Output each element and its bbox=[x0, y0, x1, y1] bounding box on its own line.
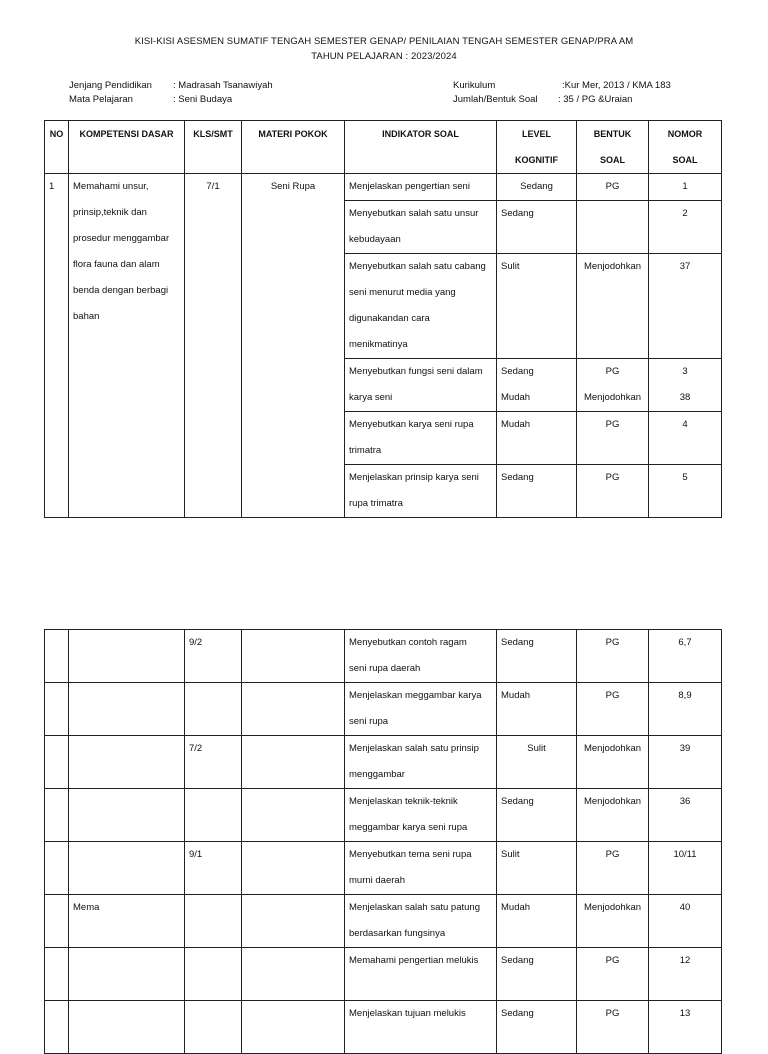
kompetensi-dasar bbox=[69, 895, 185, 948]
header-nomor bbox=[649, 121, 722, 174]
bentuk-soal-text: PG bbox=[605, 419, 620, 430]
bentuk-soal-text: PG bbox=[605, 849, 620, 860]
level-kognitif bbox=[497, 1001, 577, 1054]
indikator-soal-text: menggambar bbox=[349, 769, 405, 780]
kompetensi-dasar bbox=[69, 1001, 185, 1054]
indikator-soal bbox=[345, 174, 497, 201]
row-number bbox=[45, 630, 69, 683]
kompetensi-dasar bbox=[69, 683, 185, 736]
level-kognitif bbox=[497, 201, 577, 254]
bentuk-soal bbox=[577, 412, 649, 465]
bentuk-soal bbox=[577, 789, 649, 842]
kompetensi-dasar bbox=[69, 789, 185, 842]
bentuk-soal bbox=[577, 895, 649, 948]
nomor-soal bbox=[649, 736, 722, 789]
indikator-soal bbox=[345, 630, 497, 683]
header-level-line1: LEVEL bbox=[521, 129, 551, 139]
indikator-soal bbox=[345, 254, 497, 359]
header-bentuk-line2: SOAL bbox=[599, 155, 625, 165]
row-number-text bbox=[49, 1001, 64, 1027]
kelas-semester bbox=[185, 842, 242, 895]
materi-pokok-text bbox=[246, 948, 340, 974]
table-row bbox=[45, 736, 722, 789]
kelas-semester bbox=[185, 630, 242, 683]
level-kognitif bbox=[497, 359, 577, 412]
nomor-soal-text: 6,7 bbox=[678, 637, 692, 648]
header-indikator: INDIKATOR SOAL bbox=[345, 121, 497, 174]
materi-pokok-text bbox=[246, 789, 340, 815]
level-kognitif bbox=[497, 465, 577, 518]
row-number bbox=[45, 683, 69, 736]
table-header-row bbox=[45, 121, 722, 174]
kelas-semester-text bbox=[189, 1001, 237, 1027]
kompetensi-dasar bbox=[69, 630, 185, 683]
kompetensi-dasar-text: benda dengan berbagi bbox=[73, 285, 169, 296]
kelas-semester-text: 9/1 bbox=[189, 849, 203, 860]
mapel-label: Mata Pelajaran bbox=[69, 94, 133, 105]
nomor-soal bbox=[649, 948, 722, 1001]
level-kognitif bbox=[497, 174, 577, 201]
indikator-soal-text: Menjelaskan pengertian seni bbox=[349, 181, 470, 192]
level-kognitif-text: Sedang bbox=[501, 637, 534, 648]
indikator-soal-text: Menjelaskan meggambar karya bbox=[349, 690, 482, 701]
level-kognitif-text: Sulit bbox=[501, 849, 520, 860]
level-kognitif bbox=[497, 895, 577, 948]
nomor-soal-text: 5 bbox=[682, 472, 688, 483]
row-number-text: 1 bbox=[49, 181, 55, 192]
row-number bbox=[45, 1001, 69, 1054]
bentuk-soal bbox=[577, 630, 649, 683]
header-kls: KLS/SMT bbox=[185, 121, 242, 174]
kelas-semester-text bbox=[189, 895, 237, 921]
kompetensi-dasar-text: bahan bbox=[73, 311, 100, 322]
level-kognitif bbox=[497, 789, 577, 842]
indikator-soal-text: Menjelaskan teknik-teknik bbox=[349, 796, 458, 807]
jumlah-label: Jumlah/Bentuk Soal bbox=[453, 94, 538, 105]
header-materi: MATERI POKOK bbox=[242, 121, 345, 174]
kelas-semester-text bbox=[189, 948, 237, 974]
bentuk-soal-text: Menjodohkan bbox=[583, 392, 642, 403]
level-kognitif-text: Sedang bbox=[501, 208, 534, 219]
jumlah-value: : 35 / PG &Uraian bbox=[558, 94, 633, 105]
indikator-soal-text: Menjelaskan tujuan melukis bbox=[349, 1008, 466, 1019]
level-kognitif-text: Mudah bbox=[501, 690, 531, 701]
nomor-soal bbox=[649, 412, 722, 465]
nomor-soal bbox=[649, 1001, 722, 1054]
bentuk-soal bbox=[577, 174, 649, 201]
materi-pokok-text bbox=[246, 1001, 340, 1027]
bentuk-soal bbox=[577, 683, 649, 736]
indikator-soal-text: Menyebutkan fungsi seni dalam bbox=[349, 366, 483, 377]
indikator-soal bbox=[345, 948, 497, 1001]
indikator-soal bbox=[345, 683, 497, 736]
nomor-soal-text: 4 bbox=[682, 419, 688, 430]
materi-pokok bbox=[242, 683, 345, 736]
row-number-text bbox=[49, 895, 64, 921]
kelas-semester-text bbox=[189, 683, 237, 709]
materi-pokok-text bbox=[246, 630, 340, 656]
kelas-semester-text bbox=[189, 789, 237, 815]
bentuk-soal bbox=[577, 842, 649, 895]
kelas-semester bbox=[185, 948, 242, 1001]
level-kognitif bbox=[497, 948, 577, 1001]
mapel-value: : Seni Budaya bbox=[173, 94, 233, 105]
bentuk-soal bbox=[577, 948, 649, 1001]
level-kognitif bbox=[497, 736, 577, 789]
kelas-semester bbox=[185, 1001, 242, 1054]
header-bentuk-line1: BENTUK bbox=[593, 129, 632, 139]
table-row bbox=[45, 683, 722, 736]
level-kognitif-text: Sedang bbox=[501, 796, 534, 807]
kurikulum-label: Kurikulum bbox=[453, 80, 496, 91]
materi-pokok-text: Seni Rupa bbox=[270, 181, 316, 192]
indikator-soal bbox=[345, 842, 497, 895]
indikator-soal-text: menikmatinya bbox=[349, 339, 408, 350]
indikator-soal-text: Menjelaskan prinsip karya seni bbox=[349, 472, 479, 483]
header-no: NO bbox=[45, 121, 69, 174]
kompetensi-dasar-text bbox=[73, 789, 180, 815]
bentuk-soal-text: PG bbox=[605, 181, 620, 192]
nomor-soal-text: 1 bbox=[682, 181, 688, 192]
level-kognitif bbox=[497, 630, 577, 683]
row-number bbox=[45, 174, 69, 518]
kelas-semester-text: 7/1 bbox=[206, 181, 220, 192]
header-level bbox=[497, 121, 577, 174]
kelas-semester bbox=[185, 895, 242, 948]
kisi-table-part2 bbox=[44, 629, 722, 1054]
row-number-text bbox=[49, 630, 64, 656]
indikator-soal bbox=[345, 201, 497, 254]
nomor-soal-text: 13 bbox=[679, 1008, 691, 1019]
indikator-soal-text: trimatra bbox=[349, 445, 382, 456]
level-kognitif-text: Sulit bbox=[501, 261, 520, 272]
nomor-soal-text: 37 bbox=[679, 261, 691, 272]
kompetensi-dasar-text bbox=[73, 948, 180, 974]
level-kognitif-text: Mudah bbox=[501, 902, 531, 913]
bentuk-soal-text: PG bbox=[605, 955, 620, 966]
bentuk-soal bbox=[577, 1001, 649, 1054]
indikator-soal bbox=[345, 359, 497, 412]
table-row bbox=[45, 895, 722, 948]
table-row bbox=[45, 948, 722, 1001]
materi-pokok bbox=[242, 948, 345, 1001]
table-row bbox=[45, 1001, 722, 1054]
materi-pokok-text bbox=[246, 895, 340, 921]
materi-pokok bbox=[242, 630, 345, 683]
nomor-soal-text: 2 bbox=[682, 208, 688, 219]
indikator-soal-text bbox=[349, 974, 492, 1000]
indikator-soal-text: karya seni bbox=[349, 392, 393, 403]
nomor-soal-text: 8,9 bbox=[678, 690, 692, 701]
bentuk-soal bbox=[577, 465, 649, 518]
row-number-text bbox=[49, 948, 64, 974]
kelas-semester-text: 7/2 bbox=[189, 743, 203, 754]
header-nomor-line2: SOAL bbox=[672, 155, 698, 165]
indikator-soal-text: seni menurut media yang bbox=[349, 287, 456, 298]
indikator-soal-text: Menjelaskan salah satu prinsip bbox=[349, 743, 479, 754]
nomor-soal-text: 39 bbox=[679, 743, 691, 754]
kompetensi-dasar bbox=[69, 842, 185, 895]
bentuk-soal bbox=[577, 254, 649, 359]
nomor-soal bbox=[649, 683, 722, 736]
bentuk-soal-text: Menjodohkan bbox=[583, 743, 642, 754]
materi-pokok bbox=[242, 736, 345, 789]
kelas-semester bbox=[185, 174, 242, 518]
bentuk-soal-text: PG bbox=[605, 637, 620, 648]
nomor-soal-text: 40 bbox=[679, 902, 691, 913]
nomor-soal-text: 12 bbox=[679, 955, 691, 966]
bentuk-soal-text: PG bbox=[605, 1008, 620, 1019]
level-kognitif-text: Sedang bbox=[501, 472, 534, 483]
bentuk-soal-text: Menjodohkan bbox=[583, 902, 642, 913]
header-kompetensi: KOMPETENSI DASAR bbox=[69, 121, 185, 174]
nomor-soal bbox=[649, 789, 722, 842]
level-kognitif bbox=[497, 254, 577, 359]
bentuk-soal bbox=[577, 736, 649, 789]
indikator-soal-text: Memahami pengertian melukis bbox=[349, 955, 479, 966]
indikator-soal-text: seni rupa daerah bbox=[349, 663, 421, 674]
kompetensi-dasar-text: flora fauna dan alam bbox=[73, 259, 160, 270]
row-number-text bbox=[49, 736, 64, 762]
row-number bbox=[45, 895, 69, 948]
indikator-soal bbox=[345, 736, 497, 789]
indikator-soal-text: Menyebutkan salah satu unsur bbox=[349, 208, 479, 219]
kompetensi-dasar bbox=[69, 174, 185, 518]
indikator-soal bbox=[345, 895, 497, 948]
nomor-soal bbox=[649, 359, 722, 412]
bentuk-soal-text: PG bbox=[605, 690, 620, 701]
bentuk-soal-text: Menjodohkan bbox=[583, 796, 642, 807]
indikator-soal-text: meggambar karya seni rupa bbox=[349, 822, 468, 833]
nomor-soal bbox=[649, 895, 722, 948]
kompetensi-dasar-text: Mema bbox=[73, 902, 100, 913]
nomor-soal bbox=[649, 630, 722, 683]
indikator-soal bbox=[345, 1001, 497, 1054]
bentuk-soal-text: PG bbox=[605, 366, 620, 377]
indikator-soal-text: seni rupa bbox=[349, 716, 389, 727]
materi-pokok-text bbox=[246, 842, 340, 868]
indikator-soal bbox=[345, 412, 497, 465]
level-kognitif-text: Sedang bbox=[501, 1008, 534, 1019]
table-row bbox=[45, 630, 722, 683]
indikator-soal-text: Menyebutkan salah satu cabang bbox=[349, 261, 486, 272]
kompetensi-dasar-text bbox=[73, 736, 180, 762]
kelas-semester bbox=[185, 789, 242, 842]
indikator-soal-text: rupa trimatra bbox=[349, 498, 403, 509]
bentuk-soal-text: Menjodohkan bbox=[583, 261, 642, 272]
kisi-table-part1 bbox=[44, 120, 722, 518]
nomor-soal bbox=[649, 465, 722, 518]
kelas-semester-text: 9/2 bbox=[189, 637, 203, 648]
materi-pokok bbox=[242, 174, 345, 518]
materi-pokok bbox=[242, 789, 345, 842]
jenjang-label: Jenjang Pendidikan bbox=[69, 80, 152, 91]
level-kognitif-text: Mudah bbox=[501, 392, 531, 403]
materi-pokok bbox=[242, 842, 345, 895]
row-number-text bbox=[49, 842, 64, 868]
document-subtitle: TAHUN PELAJARAN : 2023/2024 bbox=[311, 51, 457, 62]
table-row bbox=[45, 789, 722, 842]
indikator-soal-text: Menyebutkan tema seni rupa bbox=[349, 849, 472, 860]
bentuk-soal bbox=[577, 359, 649, 412]
kompetensi-dasar-text: prinsip,teknik dan bbox=[73, 207, 147, 218]
kelas-semester bbox=[185, 736, 242, 789]
level-kognitif bbox=[497, 842, 577, 895]
nomor-soal bbox=[649, 842, 722, 895]
kompetensi-dasar-text: prosedur menggambar bbox=[73, 233, 170, 244]
nomor-soal bbox=[649, 174, 722, 201]
indikator-soal-text: kebudayaan bbox=[349, 234, 401, 245]
kelas-semester bbox=[185, 683, 242, 736]
row-number-text bbox=[49, 683, 64, 709]
kompetensi-dasar-text bbox=[73, 630, 180, 656]
kompetensi-dasar-text bbox=[73, 683, 180, 709]
nomor-soal-text: 38 bbox=[679, 392, 691, 403]
level-kognitif-text: Sedang bbox=[501, 366, 534, 377]
bentuk-soal bbox=[577, 201, 649, 254]
nomor-soal bbox=[649, 254, 722, 359]
indikator-soal bbox=[345, 465, 497, 518]
level-kognitif bbox=[497, 683, 577, 736]
level-kognitif-text: Mudah bbox=[501, 419, 531, 430]
header-nomor-line1: NOMOR bbox=[667, 129, 703, 139]
table-row bbox=[45, 174, 722, 201]
level-kognitif bbox=[497, 412, 577, 465]
materi-pokok-text bbox=[246, 683, 340, 709]
indikator-soal-text: digunakandan cara bbox=[349, 313, 430, 324]
level-kognitif-text: Sulit bbox=[527, 743, 546, 754]
header-level-line2: KOGNITIF bbox=[515, 155, 558, 165]
bentuk-soal-text bbox=[581, 201, 644, 227]
nomor-soal-text: 3 bbox=[682, 366, 688, 377]
indikator-soal-text bbox=[349, 1027, 492, 1053]
kompetensi-dasar-text: Memahami unsur, bbox=[73, 181, 149, 192]
row-number bbox=[45, 736, 69, 789]
level-kognitif-text: Sedang bbox=[520, 181, 553, 192]
kompetensi-dasar-text bbox=[73, 842, 180, 868]
bentuk-soal-text: PG bbox=[605, 472, 620, 483]
materi-pokok bbox=[242, 1001, 345, 1054]
table-row bbox=[45, 842, 722, 895]
nomor-soal-text: 36 bbox=[679, 796, 691, 807]
header-bentuk bbox=[577, 121, 649, 174]
row-number bbox=[45, 789, 69, 842]
indikator-soal-text: Menyebutkan contoh ragam bbox=[349, 637, 467, 648]
materi-pokok bbox=[242, 895, 345, 948]
row-number bbox=[45, 948, 69, 1001]
indikator-soal bbox=[345, 789, 497, 842]
level-kognitif-text: Sedang bbox=[501, 955, 534, 966]
row-number-text bbox=[49, 789, 64, 815]
nomor-soal-text: 10/11 bbox=[673, 849, 697, 860]
materi-pokok-text bbox=[246, 736, 340, 762]
kompetensi-dasar bbox=[69, 736, 185, 789]
kompetensi-dasar bbox=[69, 948, 185, 1001]
kurikulum-value: :Kur Mer, 2013 / KMA 183 bbox=[562, 80, 671, 91]
row-number bbox=[45, 842, 69, 895]
nomor-soal bbox=[649, 201, 722, 254]
indikator-soal-text: berdasarkan fungsinya bbox=[349, 928, 446, 939]
jenjang-value: : Madrasah Tsanawiyah bbox=[173, 80, 273, 91]
kompetensi-dasar-text bbox=[73, 1001, 180, 1027]
indikator-soal-text: Menyebutkan karya seni rupa bbox=[349, 419, 474, 430]
indikator-soal-text: murni daerah bbox=[349, 875, 405, 886]
indikator-soal-text: Menjelaskan salah satu patung bbox=[349, 902, 480, 913]
document-title: KISI-KISI ASESMEN SUMATIF TENGAH SEMESTER GENAP/ PENILAIAN TENGAH SEMESTER GENAP/PRA AM bbox=[134, 36, 634, 47]
